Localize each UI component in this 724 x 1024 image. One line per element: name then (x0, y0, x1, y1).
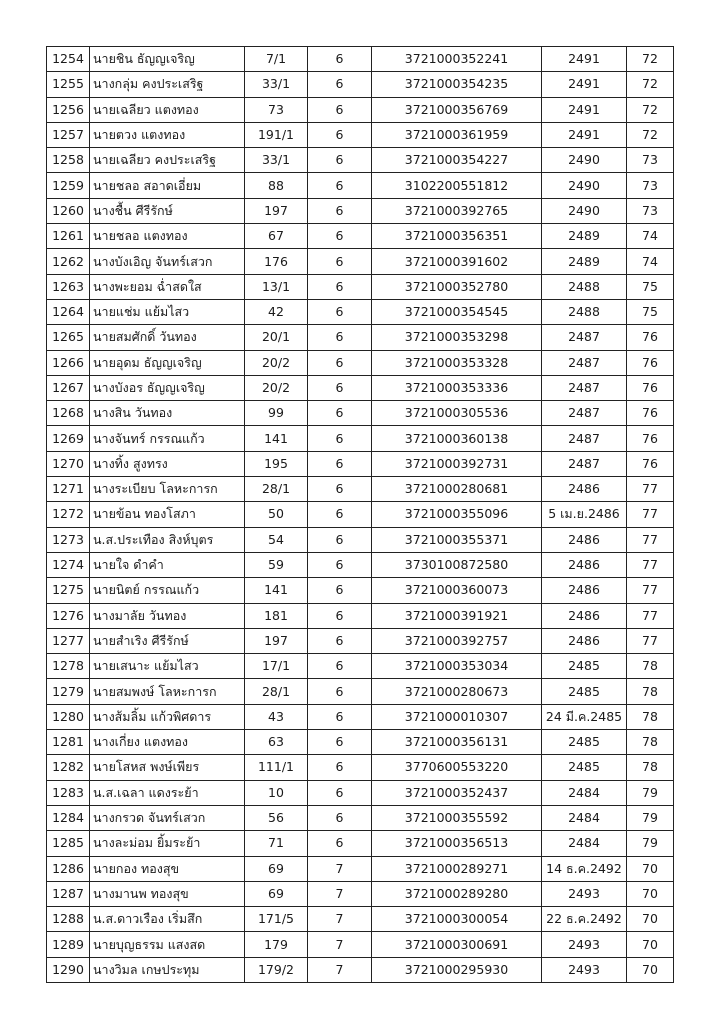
house-number-cell: 67 (245, 224, 308, 249)
table-row (47, 325, 674, 350)
village-number-cell: 7 (308, 957, 372, 982)
table-row (47, 578, 674, 603)
full-name-cell: นายชลอ สอาดเอี่ยม (90, 173, 245, 198)
full-name-cell: นางละม่อม ยิ้มระย้า (90, 831, 245, 856)
full-name-cell: นายเฉลียว แตงทอง (90, 97, 245, 122)
age-cell: 79 (627, 780, 674, 805)
village-number-cell: 6 (308, 628, 372, 653)
house-number-cell: 73 (245, 97, 308, 122)
age-cell: 76 (627, 451, 674, 476)
id-number-cell: 3721000280673 (372, 679, 542, 704)
house-number-cell: 69 (245, 881, 308, 906)
age-cell: 73 (627, 173, 674, 198)
full-name-cell: นายโสหส พงษ์เพียร (90, 755, 245, 780)
birth-date-cell: 2485 (542, 679, 627, 704)
row-number-cell: 1289 (47, 932, 90, 957)
table-row (47, 805, 674, 830)
birth-date-cell: 2490 (542, 173, 627, 198)
row-number-cell: 1260 (47, 198, 90, 223)
age-cell: 77 (627, 603, 674, 628)
house-number-cell: 176 (245, 249, 308, 274)
birth-date-cell: 2487 (542, 426, 627, 451)
row-number-cell: 1269 (47, 426, 90, 451)
id-number-cell: 3721000392757 (372, 628, 542, 653)
village-number-cell: 6 (308, 654, 372, 679)
village-number-cell: 7 (308, 932, 372, 957)
id-number-cell: 3721000356351 (372, 224, 542, 249)
table-row (47, 502, 674, 527)
village-number-cell: 6 (308, 831, 372, 856)
row-number-cell: 1258 (47, 148, 90, 173)
full-name-cell: นายแช่ม แย้มไสว (90, 299, 245, 324)
table-row (47, 97, 674, 122)
birth-date-cell: 2485 (542, 730, 627, 755)
birth-date-cell: 2491 (542, 122, 627, 147)
house-number-cell: 10 (245, 780, 308, 805)
id-number-cell: 3721000300691 (372, 932, 542, 957)
row-number-cell: 1283 (47, 780, 90, 805)
house-number-cell: 195 (245, 451, 308, 476)
house-number-cell: 181 (245, 603, 308, 628)
row-number-cell: 1263 (47, 274, 90, 299)
table-row (47, 932, 674, 957)
full-name-cell: นางพะยอม ฉ่ำสดใส (90, 274, 245, 299)
id-number-cell: 3721000010307 (372, 704, 542, 729)
row-number-cell: 1261 (47, 224, 90, 249)
village-number-cell: 6 (308, 350, 372, 375)
house-number-cell: 54 (245, 527, 308, 552)
birth-date-cell: 14 ธ.ค.2492 (542, 856, 627, 881)
full-name-cell: นายนิตย์ กรรณแก้ว (90, 578, 245, 603)
full-name-cell: นางเกี่ยง แตงทอง (90, 730, 245, 755)
village-number-cell: 6 (308, 755, 372, 780)
house-number-cell: 111/1 (245, 755, 308, 780)
birth-date-cell: 2487 (542, 325, 627, 350)
table-row (47, 47, 674, 72)
row-number-cell: 1257 (47, 122, 90, 147)
age-cell: 72 (627, 72, 674, 97)
age-cell: 73 (627, 198, 674, 223)
id-number-cell: 3721000352241 (372, 47, 542, 72)
house-number-cell: 43 (245, 704, 308, 729)
id-number-cell: 3721000354235 (372, 72, 542, 97)
house-number-cell: 141 (245, 426, 308, 451)
house-number-cell: 28/1 (245, 477, 308, 502)
id-number-cell: 3721000289271 (372, 856, 542, 881)
house-number-cell: 20/1 (245, 325, 308, 350)
village-number-cell: 6 (308, 148, 372, 173)
full-name-cell: นางสิน วันทอง (90, 401, 245, 426)
village-number-cell: 6 (308, 249, 372, 274)
row-number-cell: 1287 (47, 881, 90, 906)
house-number-cell: 56 (245, 805, 308, 830)
house-number-cell: 69 (245, 856, 308, 881)
table-row (47, 552, 674, 577)
full-name-cell: นายกอง ทองสุข (90, 856, 245, 881)
village-number-cell: 6 (308, 477, 372, 502)
full-name-cell: นายสมศักดิ์ วันทอง (90, 325, 245, 350)
age-cell: 79 (627, 831, 674, 856)
age-cell: 75 (627, 299, 674, 324)
row-number-cell: 1265 (47, 325, 90, 350)
age-cell: 78 (627, 679, 674, 704)
full-name-cell: นางทิ้ง สูงทรง (90, 451, 245, 476)
id-number-cell: 3721000300054 (372, 907, 542, 932)
id-number-cell: 3721000354545 (372, 299, 542, 324)
id-number-cell: 3721000360138 (372, 426, 542, 451)
birth-date-cell: 2485 (542, 654, 627, 679)
row-number-cell: 1271 (47, 477, 90, 502)
age-cell: 74 (627, 224, 674, 249)
row-number-cell: 1276 (47, 603, 90, 628)
village-number-cell: 6 (308, 426, 372, 451)
full-name-cell: น.ส.ประเทือง สิงห์บุตร (90, 527, 245, 552)
full-name-cell: นางบังอร ธัญญเจริญ (90, 375, 245, 400)
row-number-cell: 1280 (47, 704, 90, 729)
id-number-cell: 3721000280681 (372, 477, 542, 502)
house-number-cell: 63 (245, 730, 308, 755)
full-name-cell: นางกลุ่ม คงประเสริฐ (90, 72, 245, 97)
row-number-cell: 1275 (47, 578, 90, 603)
age-cell: 76 (627, 375, 674, 400)
full-name-cell: นายบุญธรรม แสงสด (90, 932, 245, 957)
table-row (47, 72, 674, 97)
table-row (47, 122, 674, 147)
village-number-cell: 6 (308, 780, 372, 805)
id-number-cell: 3721000353336 (372, 375, 542, 400)
house-number-cell: 197 (245, 628, 308, 653)
house-number-cell: 20/2 (245, 350, 308, 375)
age-cell: 77 (627, 552, 674, 577)
age-cell: 74 (627, 249, 674, 274)
table-row (47, 148, 674, 173)
row-number-cell: 1262 (47, 249, 90, 274)
full-name-cell: น.ส.ดาวเรือง เริ่มสึก (90, 907, 245, 932)
house-number-cell: 50 (245, 502, 308, 527)
birth-date-cell: 2491 (542, 47, 627, 72)
id-number-cell: 3721000305536 (372, 401, 542, 426)
id-number-cell: 3721000355096 (372, 502, 542, 527)
table-row (47, 907, 674, 932)
table-row (47, 249, 674, 274)
village-number-cell: 6 (308, 375, 372, 400)
table-row (47, 881, 674, 906)
birth-date-cell: 2490 (542, 198, 627, 223)
house-number-cell: 33/1 (245, 72, 308, 97)
id-number-cell: 3721000356513 (372, 831, 542, 856)
birth-date-cell: 2491 (542, 97, 627, 122)
village-number-cell: 6 (308, 122, 372, 147)
village-number-cell: 6 (308, 451, 372, 476)
village-number-cell: 6 (308, 552, 372, 577)
row-number-cell: 1285 (47, 831, 90, 856)
id-number-cell: 3102200551812 (372, 173, 542, 198)
row-number-cell: 1278 (47, 654, 90, 679)
row-number-cell: 1273 (47, 527, 90, 552)
full-name-cell: นางมาลัย วันทอง (90, 603, 245, 628)
birth-date-cell: 24 มี.ค.2485 (542, 704, 627, 729)
village-number-cell: 7 (308, 856, 372, 881)
village-number-cell: 6 (308, 603, 372, 628)
age-cell: 77 (627, 628, 674, 653)
house-number-cell: 17/1 (245, 654, 308, 679)
birth-date-cell: 22 ธ.ค.2492 (542, 907, 627, 932)
id-number-cell: 3721000392731 (372, 451, 542, 476)
id-number-cell: 3721000391921 (372, 603, 542, 628)
house-number-cell: 71 (245, 831, 308, 856)
village-number-cell: 6 (308, 224, 372, 249)
age-cell: 78 (627, 704, 674, 729)
row-number-cell: 1281 (47, 730, 90, 755)
birth-date-cell: 2489 (542, 249, 627, 274)
age-cell: 70 (627, 907, 674, 932)
village-number-cell: 6 (308, 401, 372, 426)
table-row (47, 780, 674, 805)
row-number-cell: 1279 (47, 679, 90, 704)
house-number-cell: 20/2 (245, 375, 308, 400)
full-name-cell: นายอุดม ธัญญเจริญ (90, 350, 245, 375)
table-row (47, 831, 674, 856)
id-number-cell: 3721000356769 (372, 97, 542, 122)
full-name-cell: นางส้มลิ้ม แก้วพิศดาร (90, 704, 245, 729)
table-row (47, 224, 674, 249)
house-number-cell: 88 (245, 173, 308, 198)
birth-date-cell: 2491 (542, 72, 627, 97)
id-number-cell: 3721000392765 (372, 198, 542, 223)
table-row (47, 173, 674, 198)
age-cell: 72 (627, 47, 674, 72)
full-name-cell: นางจันทร์ กรรณแก้ว (90, 426, 245, 451)
row-number-cell: 1274 (47, 552, 90, 577)
village-number-cell: 6 (308, 198, 372, 223)
table-row (47, 628, 674, 653)
id-number-cell: 3721000352437 (372, 780, 542, 805)
house-number-cell: 42 (245, 299, 308, 324)
full-name-cell: นายเสนาะ แย้มไสว (90, 654, 245, 679)
village-number-cell: 6 (308, 274, 372, 299)
age-cell: 72 (627, 122, 674, 147)
full-name-cell: นายใจ ดำคำ (90, 552, 245, 577)
id-number-cell: 3721000356131 (372, 730, 542, 755)
birth-date-cell: 2484 (542, 780, 627, 805)
age-cell: 77 (627, 502, 674, 527)
age-cell: 78 (627, 755, 674, 780)
full-name-cell: น.ส.เฉลา แดงระย้า (90, 780, 245, 805)
table-row (47, 350, 674, 375)
id-number-cell: 3721000353298 (372, 325, 542, 350)
birth-date-cell: 2484 (542, 805, 627, 830)
village-number-cell: 6 (308, 299, 372, 324)
id-number-cell: 3721000355592 (372, 805, 542, 830)
full-name-cell: นางบังเอิญ จันทร์เสวก (90, 249, 245, 274)
age-cell: 78 (627, 654, 674, 679)
birth-date-cell: 2488 (542, 274, 627, 299)
table-row (47, 426, 674, 451)
age-cell: 75 (627, 274, 674, 299)
age-cell: 70 (627, 932, 674, 957)
house-number-cell: 99 (245, 401, 308, 426)
row-number-cell: 1254 (47, 47, 90, 72)
house-number-cell: 141 (245, 578, 308, 603)
house-number-cell: 7/1 (245, 47, 308, 72)
house-number-cell: 171/5 (245, 907, 308, 932)
id-number-cell: 3721000295930 (372, 957, 542, 982)
village-number-cell: 7 (308, 881, 372, 906)
age-cell: 78 (627, 730, 674, 755)
table-row (47, 401, 674, 426)
birth-date-cell: 2486 (542, 477, 627, 502)
full-name-cell: นายเฉลียว คงประเสริฐ (90, 148, 245, 173)
village-number-cell: 6 (308, 730, 372, 755)
id-number-cell: 3721000354227 (372, 148, 542, 173)
row-number-cell: 1259 (47, 173, 90, 198)
birth-date-cell: 2486 (542, 628, 627, 653)
birth-date-cell: 2487 (542, 451, 627, 476)
birth-date-cell: 2486 (542, 603, 627, 628)
row-number-cell: 1288 (47, 907, 90, 932)
id-number-cell: 3770600553220 (372, 755, 542, 780)
row-number-cell: 1286 (47, 856, 90, 881)
row-number-cell: 1277 (47, 628, 90, 653)
id-number-cell: 3721000355371 (372, 527, 542, 552)
full-name-cell: นายสมพงษ์ โลหะการก (90, 679, 245, 704)
house-number-cell: 179/2 (245, 957, 308, 982)
village-number-cell: 6 (308, 97, 372, 122)
row-number-cell: 1282 (47, 755, 90, 780)
table-row (47, 198, 674, 223)
table-row (47, 704, 674, 729)
full-name-cell: นางมานพ ทองสุข (90, 881, 245, 906)
row-number-cell: 1264 (47, 299, 90, 324)
row-number-cell: 1266 (47, 350, 90, 375)
full-name-cell: นายชิน ธัญญเจริญ (90, 47, 245, 72)
village-number-cell: 6 (308, 325, 372, 350)
age-cell: 77 (627, 477, 674, 502)
age-cell: 76 (627, 426, 674, 451)
house-number-cell: 197 (245, 198, 308, 223)
id-number-cell: 3721000391602 (372, 249, 542, 274)
id-number-cell: 3721000353034 (372, 654, 542, 679)
age-cell: 70 (627, 957, 674, 982)
birth-date-cell: 2486 (542, 552, 627, 577)
id-number-cell: 3721000360073 (372, 578, 542, 603)
table-row (47, 477, 674, 502)
row-number-cell: 1267 (47, 375, 90, 400)
birth-date-cell: 2493 (542, 957, 627, 982)
table-row (47, 679, 674, 704)
table-row (47, 451, 674, 476)
birth-date-cell: 2488 (542, 299, 627, 324)
village-number-cell: 7 (308, 907, 372, 932)
table-row (47, 730, 674, 755)
village-number-cell: 6 (308, 527, 372, 552)
full-name-cell: นางวิมล เกษประทุม (90, 957, 245, 982)
birth-date-cell: 2490 (542, 148, 627, 173)
village-number-cell: 6 (308, 578, 372, 603)
full-name-cell: นายชลอ แตงทอง (90, 224, 245, 249)
age-cell: 70 (627, 881, 674, 906)
table-row (47, 274, 674, 299)
house-number-cell: 179 (245, 932, 308, 957)
full-name-cell: นายสำเริง ศีรีรักษ์ (90, 628, 245, 653)
row-number-cell: 1272 (47, 502, 90, 527)
row-number-cell: 1270 (47, 451, 90, 476)
village-number-cell: 6 (308, 805, 372, 830)
age-cell: 76 (627, 401, 674, 426)
table-row (47, 957, 674, 982)
full-name-cell: นายข้อน ทองโสภา (90, 502, 245, 527)
row-number-cell: 1268 (47, 401, 90, 426)
village-number-cell: 6 (308, 72, 372, 97)
age-cell: 77 (627, 527, 674, 552)
full-name-cell: นางชื้น ศีรีรักษ์ (90, 198, 245, 223)
age-cell: 79 (627, 805, 674, 830)
birth-date-cell: 2485 (542, 755, 627, 780)
age-cell: 76 (627, 350, 674, 375)
birth-date-cell: 2493 (542, 932, 627, 957)
table-row (47, 299, 674, 324)
id-number-cell: 3721000289280 (372, 881, 542, 906)
village-number-cell: 6 (308, 47, 372, 72)
age-cell: 76 (627, 325, 674, 350)
full-name-cell: นายตวง แตงทอง (90, 122, 245, 147)
row-number-cell: 1284 (47, 805, 90, 830)
village-number-cell: 6 (308, 502, 372, 527)
full-name-cell: นางระเบียบ โลหะการก (90, 477, 245, 502)
village-number-cell: 6 (308, 704, 372, 729)
record-table (46, 46, 674, 983)
birth-date-cell: 2487 (542, 350, 627, 375)
id-number-cell: 3721000352780 (372, 274, 542, 299)
age-cell: 73 (627, 148, 674, 173)
birth-date-cell: 2484 (542, 831, 627, 856)
id-number-cell: 3721000353328 (372, 350, 542, 375)
table-row (47, 755, 674, 780)
birth-date-cell: 2486 (542, 578, 627, 603)
table-row (47, 856, 674, 881)
house-number-cell: 33/1 (245, 148, 308, 173)
row-number-cell: 1290 (47, 957, 90, 982)
row-number-cell: 1255 (47, 72, 90, 97)
table-row (47, 654, 674, 679)
house-number-cell: 13/1 (245, 274, 308, 299)
age-cell: 72 (627, 97, 674, 122)
birth-date-cell: 2486 (542, 527, 627, 552)
birth-date-cell: 2493 (542, 881, 627, 906)
house-number-cell: 191/1 (245, 122, 308, 147)
birth-date-cell: 2489 (542, 224, 627, 249)
full-name-cell: นางกรวด จันทร์เสวก (90, 805, 245, 830)
birth-date-cell: 5 เม.ย.2486 (542, 502, 627, 527)
birth-date-cell: 2487 (542, 401, 627, 426)
village-number-cell: 6 (308, 679, 372, 704)
id-number-cell: 3721000361959 (372, 122, 542, 147)
table-row (47, 375, 674, 400)
table-body (47, 47, 674, 983)
id-number-cell: 3730100872580 (372, 552, 542, 577)
birth-date-cell: 2487 (542, 375, 627, 400)
village-number-cell: 6 (308, 173, 372, 198)
age-cell: 77 (627, 578, 674, 603)
row-number-cell: 1256 (47, 97, 90, 122)
table-row (47, 603, 674, 628)
house-number-cell: 28/1 (245, 679, 308, 704)
age-cell: 70 (627, 856, 674, 881)
table-row (47, 527, 674, 552)
house-number-cell: 59 (245, 552, 308, 577)
